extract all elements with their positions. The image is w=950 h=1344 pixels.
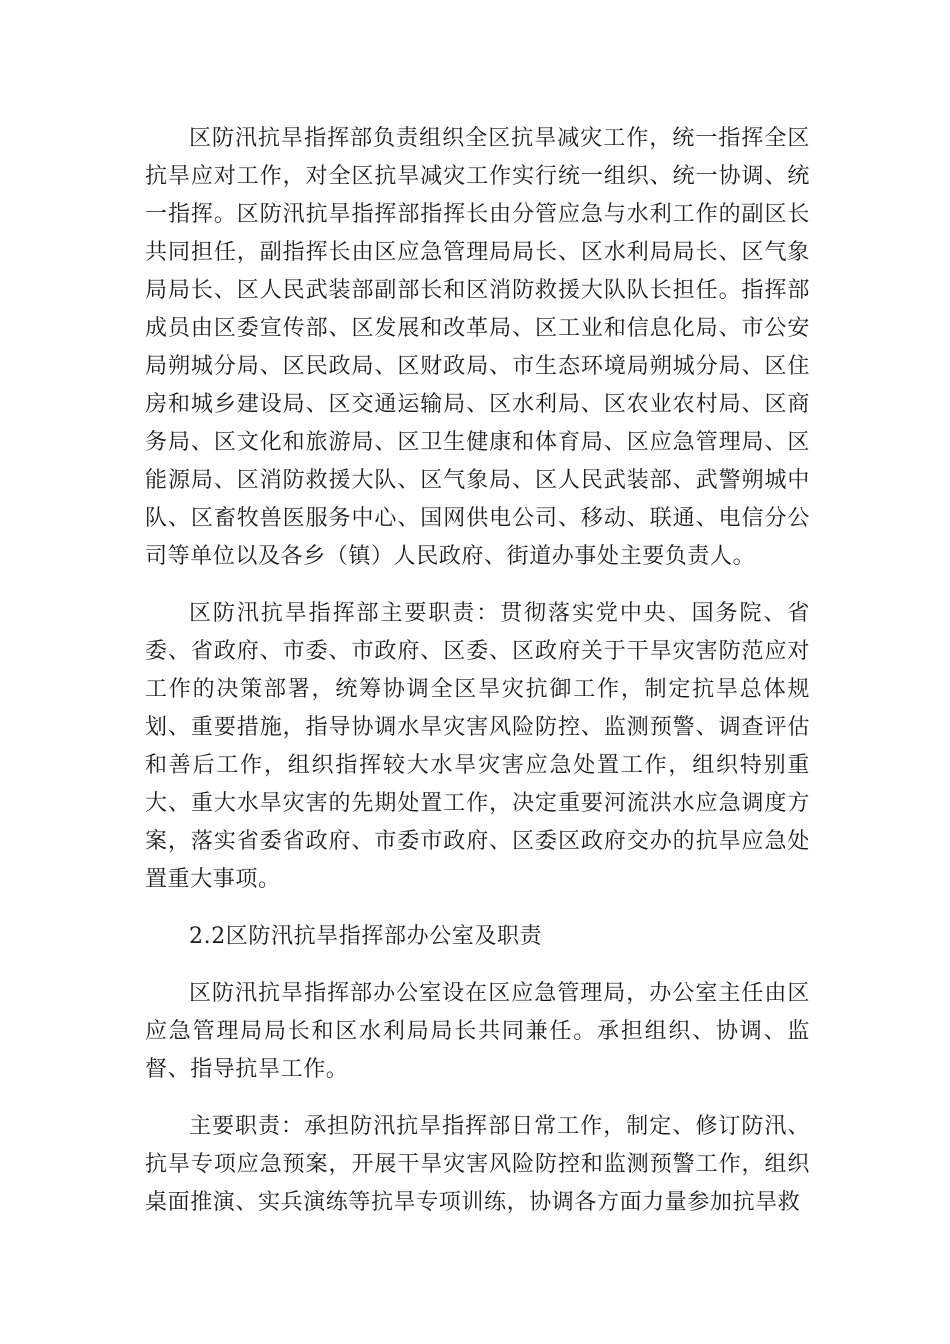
paragraph-office-setup: 区防汛抗旱指挥部办公室设在区应急管理局，办公室主任由区应急管理局局长和区水利局局长共同兼任。承担组织、协调、监督、指导抗旱工作。: [145, 981, 810, 1082]
section-heading: 2.2区防汛抗旱指挥部办公室及职责: [189, 924, 543, 949]
paragraph-command-structure: 区防汛抗旱指挥部负责组织全区抗旱减灾工作，统一指挥全区抗旱应对工作，对全区抗旱减灾工作实行统一组织、统一协调、统一指挥。区防汛抗旱指挥部指挥长由分管应急与水利工作的副区长共同担任，副指挥长由区应急管理局局长、区水利局局长、区气象局局长、区人民武装部副部长和区消防救援大队队长担任。指挥部成员由区委宣传部、区发展和改革局、区工业和信息化局、市公安局朔城分局、区民政局、区财政局、市生态环境局朔城分局、区住房和城乡建设局、区交通运输局、区水利局、区农业农村局、区商务局、区文化和旅游局、区卫生健康和体育局、区应急管理局、区能源局、区消防救援大队、区气象局、区人民武装部、武警朔城中队、区畜牧兽医服务中心、国网供电公司、移动、联通、电信分公司等单位以及各乡（镇）人民政府、街道办事处主要负责人。: [145, 126, 810, 569]
paragraph-main-duties: 区防汛抗旱指挥部主要职责：贯彻落实党中央、国务院、省委、省政府、市委、市政府、区委、区政府关于干旱灾害防范应对工作的决策部署，统筹协调全区旱灾抗御工作，制定抗旱总体规划、重要措施，指导协调水旱灾害风险防控、监测预警、调查评估和善后工作，组织指挥较大水旱灾害应急处置工作，组织特别重大、重大水旱灾害的先期处置工作，决定重要河流洪水应急调度方案，落实省委省政府、市委市政府、区委区政府交办的抗旱应急处置重大事项。: [145, 601, 810, 892]
paragraph-office-duties: 主要职责：承担防汛抗旱指挥部日常工作，制定、修订防汛、抗旱专项应急预案，开展干旱灾害风险防控和监测预警工作，组织桌面推演、实兵演练等抗旱专项训练，协调各方面力量参加抗旱救: [145, 1114, 810, 1215]
document-body: [145, 120, 810, 1241]
